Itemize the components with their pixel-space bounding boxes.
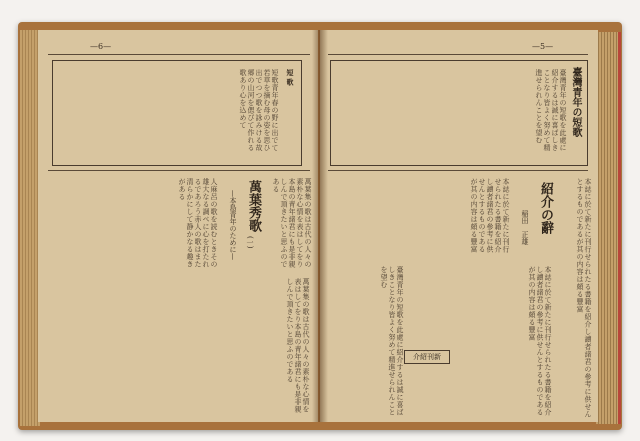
left-article-subtitle: —本島青年のために— [229,190,237,260]
left-col-right-top: 萬葉集の歌は古代の人々の素朴な心情を表はしてをり本島の青年諸君にも是非親しんで頂きたいと思ふのである [272,178,312,268]
right-col-bottom-left: 臺灣青年の短歌を此處に紹介するは誠に喜ばしきことなり皆よく努めて精進せられんことを望む [380,266,404,416]
page-edge-left [20,30,40,426]
page-edge-right [596,32,621,424]
right-page [320,30,598,422]
left-poem-box [52,60,302,166]
book-gutter [312,30,328,422]
right-new-books-box: 介紹刊新 [404,350,450,364]
left-header-rule [48,54,310,55]
right-col-top: 本誌に於て新たに刊行せられたる書籍を紹介し讀者諸君の參考に供せんとするものであるが其の内容は頗る豐富 [470,178,510,253]
right-poem-box [330,60,588,166]
right-header-rule [328,54,588,55]
right-col-bottom-mid: 本誌に於て新たに刊行せられたる書籍を紹介し讀者諸君の參考に供せんとするものであるが其の内容は頗る豐富 [528,266,552,416]
left-article-title-mark: (一) [246,236,254,249]
left-page [38,30,318,422]
right-col-far-right: 本誌に於て新たに刊行せられたる書籍を紹介し讀者諸君の參考に供せんとするものであるが其の内容は頗る豐富 [576,178,592,418]
left-box-text: 短歌青年春の野に出でて若草を摘む母の姿を思ひ出でつつ歌を詠みける故郷の山河を偲びて作れる歌あり心を込めて [239,69,279,152]
left-col-top: 人麻呂の歌を読むときその雄大なる調べに心を打たれるであろう赤人の歌はまた清らかにして静かなる趣きがある [178,178,218,268]
left-mid-rule [48,170,310,171]
left-page-number: —6— [90,42,112,51]
left-col-bottom: 萬葉集の歌は古代の人々の素朴な心情を表はしてをり本島の青年諸君にも是非親しんで頂きたいと思ふのである [286,278,310,413]
right-article-title: 紹介の辭 [538,182,553,234]
right-article-author: 稲田 正雄 [521,210,529,245]
right-mid-rule [328,170,588,171]
right-box-text: 臺灣青年の短歌を此處に紹介するは誠に喜ばしきことなり皆よく努めて精進せられんことを望む [535,69,567,152]
right-box-title: 臺灣青年の短歌 [570,67,581,137]
left-box-heading: 短 歌 [286,69,295,86]
left-article-title: 萬葉秀歌 [246,180,261,232]
right-page-number: —5— [532,42,554,51]
